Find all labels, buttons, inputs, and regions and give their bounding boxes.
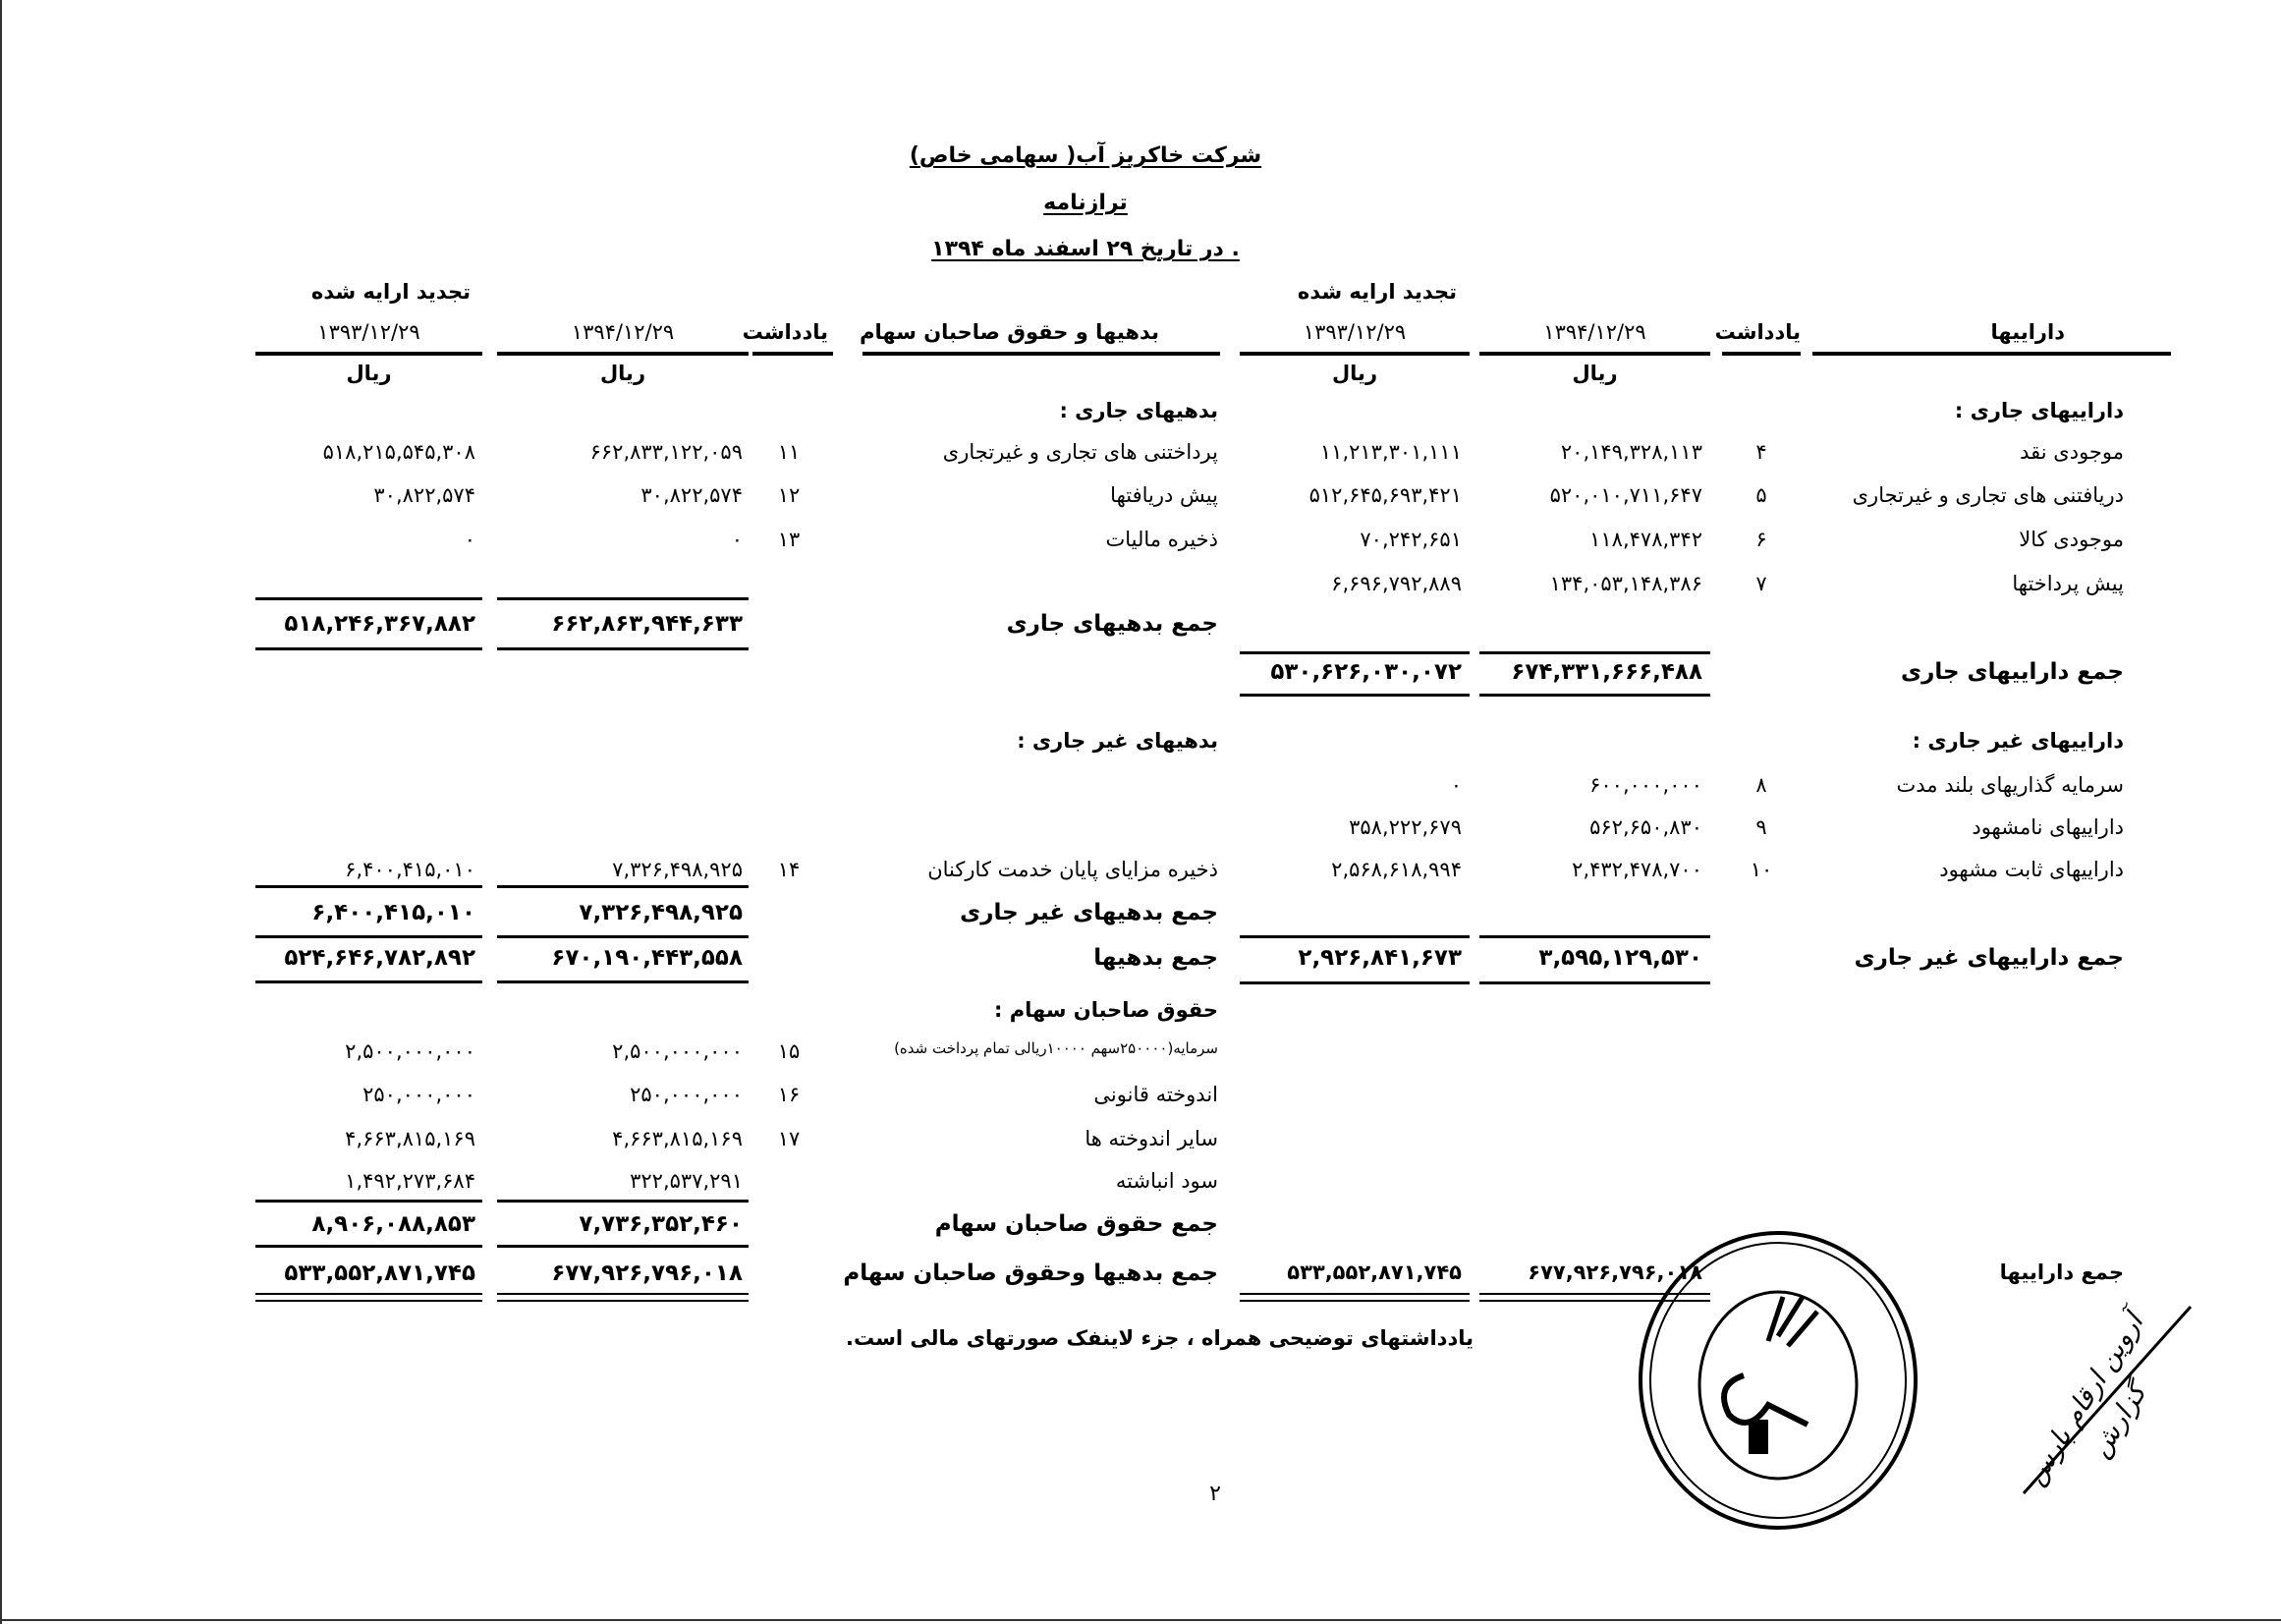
asset-noncurrent-total-value-current: ۳,۵۹۵,۱۲۹,۵۳۰: [1538, 945, 1702, 971]
equity-row-label: سایر اندوخته ها: [1085, 1127, 1218, 1150]
asset-noncurrent-total-value-prior: ۲,۹۲۶,۸۴۱,۶۷۳: [1298, 945, 1462, 971]
asset-row-value-prior: ۷۰,۲۴۲,۶۵۱: [1360, 528, 1462, 551]
company-name: شرکت خاکریز آب( سهامی خاص): [909, 143, 1262, 168]
liability-current-total-value-current: ۶۶۲,۸۶۳,۹۴۴,۶۳۳: [551, 611, 743, 637]
asset-row-value-current: ۶۰۰,۰۰۰,۰۰۰: [1589, 773, 1702, 797]
equity-row-note: ۱۶: [777, 1083, 801, 1106]
asset-row-value-current: ۱۳۴,۰۵۳,۱۴۸,۳۸۶: [1549, 572, 1702, 595]
rule-line: [255, 935, 482, 938]
equity-row-value-current: ۳۲۲,۵۳۷,۲۹۱: [630, 1169, 743, 1193]
rule-line: [255, 980, 482, 983]
rule-line: [1240, 651, 1470, 654]
liabilities-heading: بدهیها و حقوق صاحبان سهام: [860, 320, 1159, 344]
liability-row-label: ذخیره مالیات: [1105, 528, 1218, 551]
liability-row-value-prior: ۳۰,۸۲۲,۵۷۴: [373, 483, 475, 507]
asset-row-value-prior: ۶,۶۹۶,۷۹۲,۸۸۹: [1331, 572, 1462, 595]
auditor-signature: آروین ارقام پارس گزارش: [2020, 1308, 2153, 1490]
equity-row-label: سود انباشته: [1115, 1169, 1218, 1193]
asset-row-note: ۸: [1755, 773, 1767, 797]
liability-row-value-current: ۰: [731, 528, 743, 551]
assets-restated-label: تجدید ارایه شده: [1297, 280, 1457, 304]
liability-row-note: ۱۲: [777, 483, 801, 507]
liability-row-label: پرداختنی های تجاری و غیرتجاری: [942, 440, 1218, 464]
liabilities-note-header: یادداشت: [742, 320, 828, 344]
asset-row-note: ۵: [1755, 483, 1767, 507]
rule-line: [1812, 352, 2171, 356]
liability-row-label: ذخیره مزایای پایان خدمت کارکنان: [927, 858, 1218, 881]
liability-row-note: ۱۳: [777, 528, 801, 551]
asset-row-note: ۴: [1755, 440, 1767, 464]
equity-row-label: سرمایه(۲۵۰۰۰۰سهم ۱۰۰۰۰ریالی تمام پرداخت شده): [894, 1039, 1218, 1057]
asset-row-note: ۷: [1755, 572, 1767, 595]
page-edge-left: [0, 0, 2, 1624]
equity-heading: حقوق صاحبان سهام :: [993, 998, 1218, 1022]
asset-row-label: موجودی نقد: [2020, 440, 2124, 464]
page-number: ۲: [1209, 1482, 1221, 1506]
equity-row-value-current: ۲۵۰,۰۰۰,۰۰۰: [630, 1083, 743, 1106]
rule-line: [1479, 981, 1710, 984]
asset-current-total-label: جمع داراییهای جاری: [1901, 659, 2124, 685]
asset-current-total-value-current: ۶۷۴,۳۳۱,۶۶۶,۴۸۸: [1511, 659, 1702, 685]
rule-line: [255, 1200, 482, 1203]
asset-row-value-current: ۲,۴۳۲,۴۷۸,۷۰۰: [1572, 858, 1702, 881]
liabilities-equity-total-value-current: ۶۷۷,۹۲۶,۷۹۶,۰۱۸: [551, 1260, 743, 1286]
assets-heading: داراییها: [1990, 320, 2065, 344]
liability-row-value-prior: ۰: [464, 528, 475, 551]
asset-row-value-prior: ۳۵۸,۲۲۲,۶۷۹: [1349, 815, 1462, 839]
statement-date: . در تاریخ ۲۹ اسفند ماه ۱۳۹۴: [931, 237, 1240, 261]
assets-current-heading: داراییهای جاری :: [1954, 399, 2124, 422]
liabilities-noncurrent-heading: بدهیهای غیر جاری :: [1017, 729, 1218, 753]
asset-row-value-prior: ۱۱,۲۱۳,۳۰۱,۱۱۱: [1319, 440, 1462, 464]
asset-current-total-value-prior: ۵۳۰,۶۲۶,۰۳۰,۰۷۲: [1270, 659, 1462, 685]
assets-currency-current: ریال: [1572, 362, 1618, 385]
asset-grand-total-value-prior: ۵۳۳,۵۵۲,۸۷۱,۷۴۵: [1287, 1260, 1462, 1284]
equity-total-value-current: ۷,۷۳۶,۳۵۲,۴۶۰: [579, 1211, 743, 1237]
assets-noncurrent-heading: داراییهای غیر جاری :: [1912, 729, 2124, 753]
rule-line: [497, 885, 749, 888]
asset-row-value-prior: ۲,۵۶۸,۶۱۸,۹۹۴: [1331, 858, 1462, 881]
liability-row-note: ۱۴: [777, 858, 801, 881]
liabilities-currency-current: ریال: [599, 362, 646, 385]
asset-row-value-current: ۲۰,۱۴۹,۳۲۸,۱۱۳: [1560, 440, 1702, 464]
rule-line: [1240, 352, 1470, 356]
liabilities-current-heading: بدهیهای جاری :: [1059, 399, 1218, 422]
rule-line: [1240, 694, 1470, 697]
liability-row-label: پیش دریافتها: [1110, 483, 1218, 507]
assets-year-current: ۱۳۹۴/۱۲/۲۹: [1543, 320, 1646, 344]
equity-row-value-prior: ۱,۴۹۲,۲۷۳,۶۸۴: [345, 1169, 475, 1193]
rule-line: [497, 1200, 749, 1203]
rule-line: [1479, 694, 1710, 697]
equity-total-value-prior: ۸,۹۰۶,۰۸۸,۸۵۳: [311, 1211, 475, 1237]
assets-note-header: یادداشت: [1714, 320, 1801, 344]
asset-row-value-prior: ۰: [1450, 773, 1462, 797]
equity-row-label: اندوخته قانونی: [1093, 1083, 1218, 1106]
liability-row-value-current: ۶۶۲,۸۳۳,۱۲۲,۰۵۹: [589, 440, 743, 464]
rule-line: [497, 935, 749, 938]
rule-line: [1479, 935, 1710, 938]
equity-row-value-current: ۴,۶۶۳,۸۱۵,۱۶۹: [612, 1127, 743, 1150]
rule-line: [752, 352, 833, 356]
asset-row-note: ۹: [1755, 815, 1767, 839]
asset-row-value-current: ۵۲۰,۰۱۰,۷۱۱,۶۴۷: [1549, 483, 1702, 507]
rule-line: [255, 1245, 482, 1248]
liabilities-total-value-current: ۶۷۰,۱۹۰,۴۴۳,۵۵۸: [551, 945, 743, 971]
equity-row-value-prior: ۲,۵۰۰,۰۰۰,۰۰۰: [345, 1039, 475, 1063]
rule-line: [255, 885, 482, 888]
liability-noncurrent-total-value-current: ۷,۳۲۶,۴۹۸,۹۲۵: [579, 900, 743, 925]
assets-year-prior: ۱۳۹۳/۱۲/۲۹: [1303, 320, 1407, 344]
rule-line: [862, 352, 1220, 356]
rule-line: [255, 1293, 482, 1295]
asset-row-label: پیش پرداختها: [2012, 572, 2124, 595]
liability-row-value-prior: ۶,۴۰۰,۴۱۵,۰۱۰: [345, 858, 475, 881]
asset-row-value-prior: ۵۱۲,۶۴۵,۶۹۳,۴۲۱: [1308, 483, 1462, 507]
footnote: یادداشتهای توضیحی همراه ، جزء لاینفک صورتهای مالی است.: [846, 1326, 1474, 1350]
rule-line: [497, 647, 749, 650]
asset-row-label: سرمایه گذاریهای بلند مدت: [1896, 773, 2124, 797]
liabilities-year-prior: ۱۳۹۳/۱۲/۲۹: [317, 320, 420, 344]
asset-row-value-current: ۵۶۲,۶۵۰,۸۳۰: [1589, 815, 1702, 839]
rule-line: [1240, 1300, 1470, 1302]
rule-line: [497, 1300, 749, 1302]
page-edge-bottom: [0, 1619, 2281, 1621]
liability-current-total-label: جمع بدهیهای جاری: [1006, 611, 1218, 637]
liability-row-note: ۱۱: [777, 440, 801, 464]
liability-row-value-prior: ۵۱۸,۲۱۵,۵۴۵,۳۰۸: [322, 440, 475, 464]
rule-line: [497, 597, 749, 600]
asset-row-note: ۶: [1755, 528, 1767, 551]
liabilities-equity-total-value-prior: ۵۳۳,۵۵۲,۸۷۱,۷۴۵: [284, 1260, 475, 1286]
liabilities-equity-total-label: جمع بدهیها وحقوق صاحبان سهام: [843, 1260, 1218, 1286]
asset-grand-total-value-current: ۶۷۷,۹۲۶,۷۹۶,۰۱۸: [1528, 1260, 1702, 1284]
liability-current-total-value-prior: ۵۱۸,۲۴۶,۳۶۷,۸۸۲: [284, 611, 475, 637]
rule-line: [497, 1245, 749, 1248]
council-seal-stamp: [1631, 1228, 1925, 1533]
equity-row-value-prior: ۴,۶۶۳,۸۱۵,۱۶۹: [345, 1127, 475, 1150]
equity-row-note: ۱۷: [777, 1127, 801, 1150]
rule-line: [255, 352, 482, 356]
asset-row-label: دریافتنی های تجاری و غیرتجاری: [1852, 483, 2124, 507]
asset-row-label: داراییهای نامشهود: [1972, 815, 2124, 839]
liabilities-total-label: جمع بدهیها: [1093, 945, 1218, 971]
rule-line: [255, 647, 482, 650]
rule-line: [497, 1293, 749, 1295]
liability-row-value-current: ۷,۳۲۶,۴۹۸,۹۲۵: [612, 858, 743, 881]
equity-row-value-current: ۲,۵۰۰,۰۰۰,۰۰۰: [612, 1039, 743, 1063]
liabilities-year-current: ۱۳۹۴/۱۲/۲۹: [571, 320, 675, 344]
asset-grand-total-label: جمع داراییها: [1999, 1260, 2124, 1284]
rule-line: [1240, 935, 1470, 938]
liability-noncurrent-total-value-prior: ۶,۴۰۰,۴۱۵,۰۱۰: [311, 900, 475, 925]
rule-line: [1722, 352, 1801, 356]
liabilities-restated-label: تجدید ارایه شده: [310, 280, 471, 304]
asset-row-value-current: ۱۱۸,۴۷۸,۳۴۲: [1589, 528, 1702, 551]
rule-line: [255, 1300, 482, 1302]
liabilities-total-value-prior: ۵۲۴,۶۴۶,۷۸۲,۸۹۲: [284, 945, 475, 971]
asset-noncurrent-total-label: جمع داراییهای غیر جاری: [1854, 945, 2124, 971]
equity-row-value-prior: ۲۵۰,۰۰۰,۰۰۰: [362, 1083, 475, 1106]
liabilities-currency-prior: ریال: [346, 362, 392, 385]
rule-line: [1479, 651, 1710, 654]
liability-noncurrent-total-label: جمع بدهیهای غیر جاری: [960, 900, 1218, 925]
assets-currency-prior: ریال: [1331, 362, 1378, 385]
asset-row-label: موجودی کالا: [2019, 528, 2124, 551]
asset-row-note: ۱۰: [1750, 858, 1773, 881]
liability-row-value-current: ۳۰,۸۲۲,۵۷۴: [640, 483, 743, 507]
rule-line: [497, 980, 749, 983]
rule-line: [255, 597, 482, 600]
asset-row-label: داراییهای ثابت مشهود: [1939, 858, 2124, 881]
equity-row-note: ۱۵: [777, 1039, 801, 1063]
rule-line: [1479, 352, 1710, 356]
rule-line: [1240, 981, 1470, 984]
rule-line: [497, 352, 749, 356]
statement-title: ترازنامه: [1043, 191, 1128, 215]
equity-total-label: جمع حقوق صاحبان سهام: [934, 1211, 1218, 1237]
rule-line: [1240, 1293, 1470, 1295]
